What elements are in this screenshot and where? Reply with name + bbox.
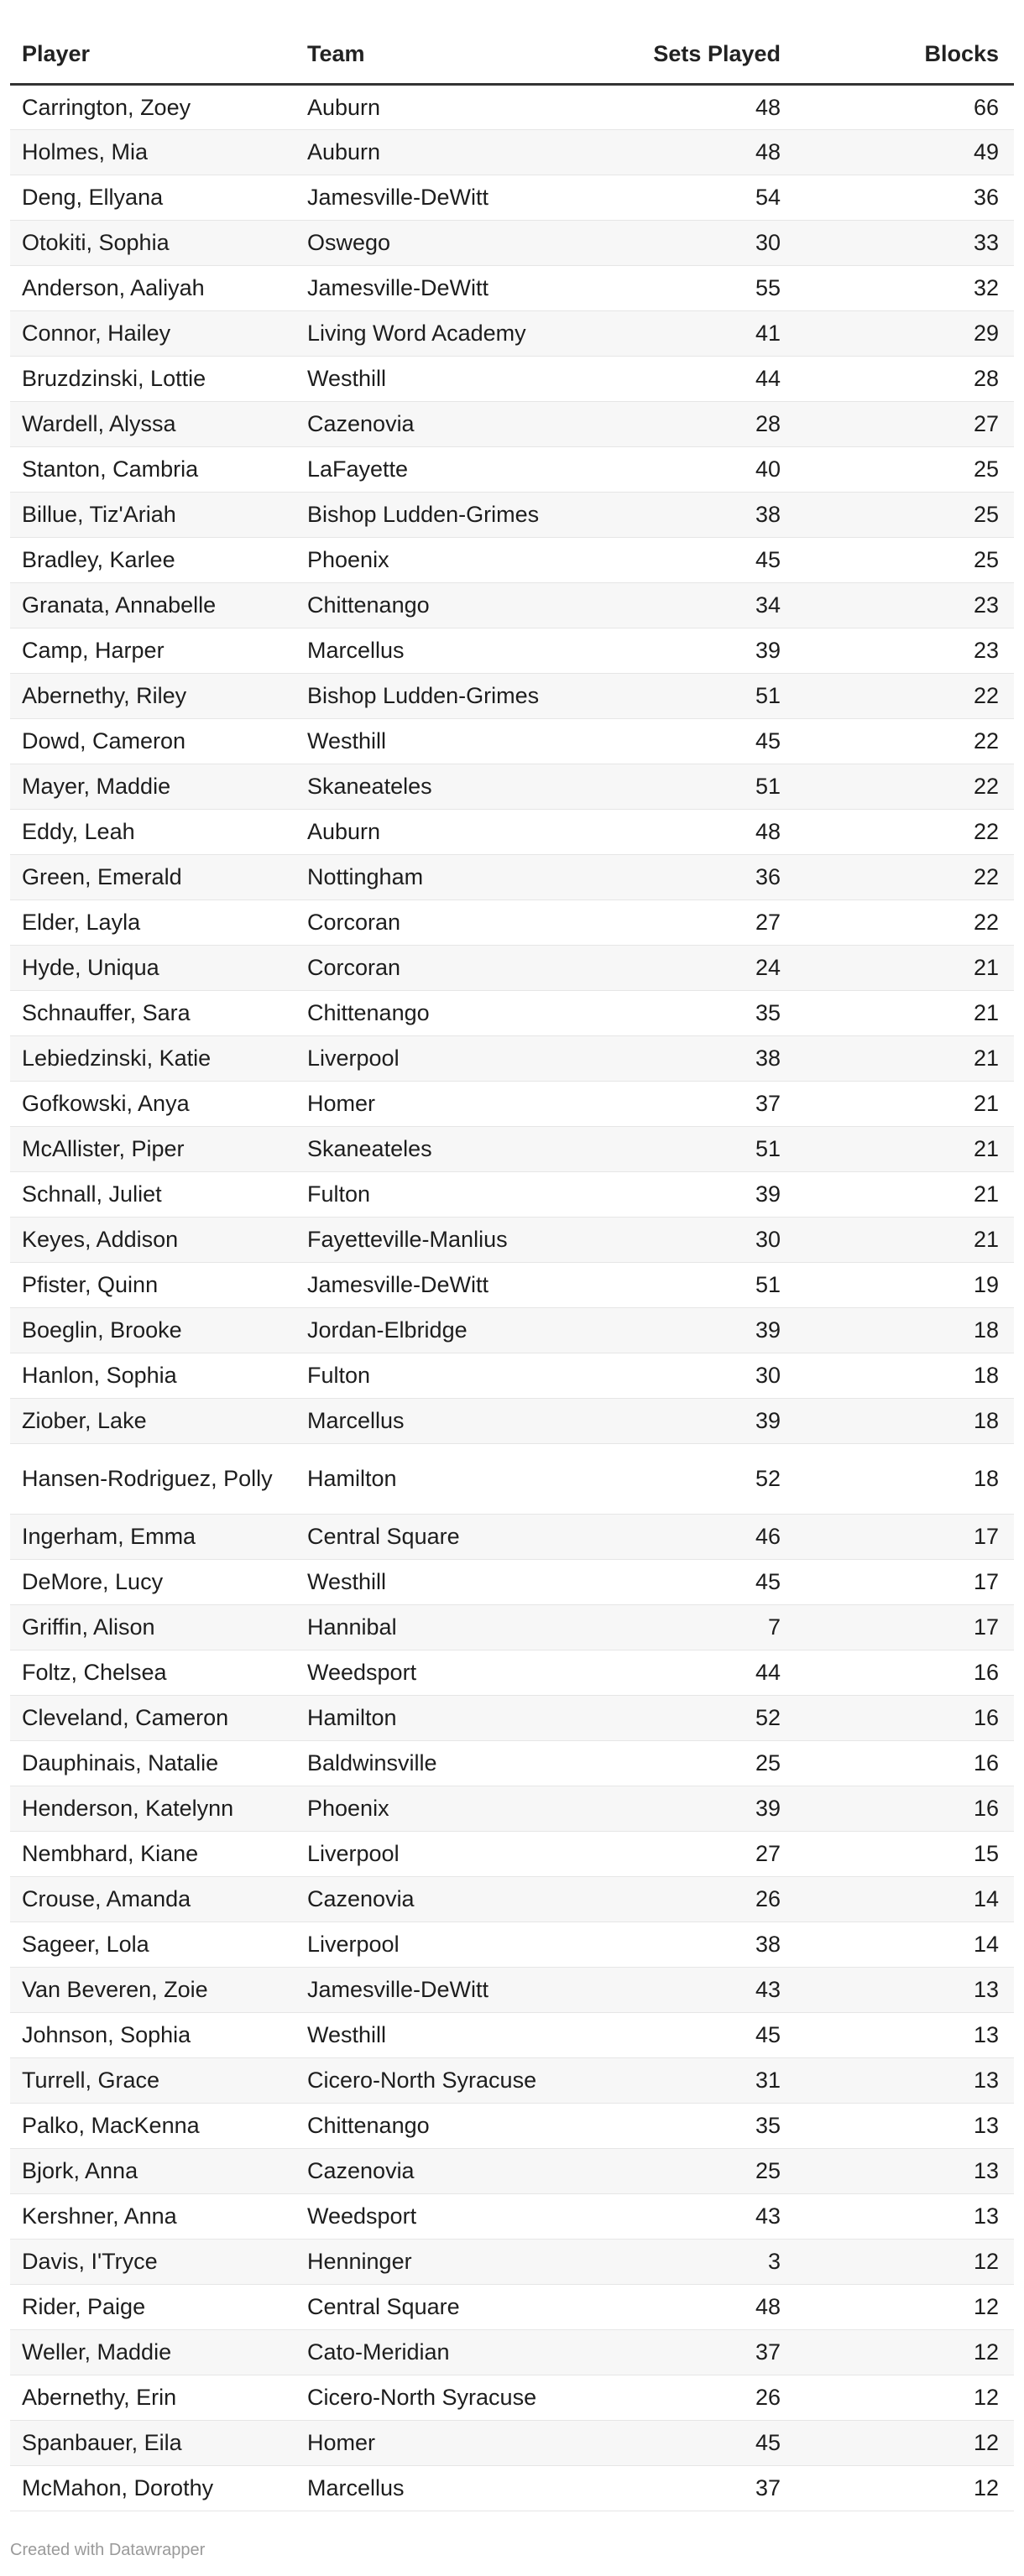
cell-blocks: 12 xyxy=(792,2239,1014,2284)
table-row xyxy=(10,2148,1014,2193)
cell-blocks: 29 xyxy=(792,310,1014,356)
cell-team: Liverpool xyxy=(295,1035,619,1081)
cell-team: Auburn xyxy=(295,84,619,129)
table-row xyxy=(10,945,1014,990)
cell-blocks: 32 xyxy=(792,265,1014,310)
cell-player: Van Beveren, Zoie xyxy=(10,1967,295,2012)
cell-blocks: 22 xyxy=(792,854,1014,900)
table-row xyxy=(10,1307,1014,1353)
table-row xyxy=(10,1443,1014,1514)
cell-team: Cicero-North Syracuse xyxy=(295,2375,619,2420)
cell-blocks: 25 xyxy=(792,446,1014,492)
table-row xyxy=(10,1398,1014,1443)
cell-player: Griffin, Alison xyxy=(10,1604,295,1650)
table-row xyxy=(10,1353,1014,1398)
cell-sets-played: 44 xyxy=(619,356,792,401)
table-row xyxy=(10,2012,1014,2057)
cell-player: Kershner, Anna xyxy=(10,2193,295,2239)
table-row xyxy=(10,537,1014,582)
cell-sets-played: 51 xyxy=(619,673,792,718)
cell-player: Turrell, Grace xyxy=(10,2057,295,2103)
cell-player: Dowd, Cameron xyxy=(10,718,295,764)
cell-team: Corcoran xyxy=(295,900,619,945)
cell-team: Baldwinsville xyxy=(295,1740,619,1786)
cell-blocks: 22 xyxy=(792,900,1014,945)
cell-player: Gofkowski, Anya xyxy=(10,1081,295,1126)
cell-player: Carrington, Zoey xyxy=(10,84,295,129)
cell-sets-played: 30 xyxy=(619,220,792,265)
table-row xyxy=(10,129,1014,175)
cell-sets-played: 37 xyxy=(619,2329,792,2375)
table-row xyxy=(10,1559,1014,1604)
cell-team: Nottingham xyxy=(295,854,619,900)
cell-team: Hannibal xyxy=(295,1604,619,1650)
table-row xyxy=(10,1831,1014,1876)
cell-team: Westhill xyxy=(295,718,619,764)
table-row xyxy=(10,1650,1014,1695)
cell-team: Weedsport xyxy=(295,1650,619,1695)
cell-team: Auburn xyxy=(295,809,619,854)
cell-sets-played: 26 xyxy=(619,1876,792,1922)
cell-team: Central Square xyxy=(295,1514,619,1559)
cell-sets-played: 38 xyxy=(619,1035,792,1081)
cell-team: Hamilton xyxy=(295,1695,619,1740)
cell-player: Bruzdzinski, Lottie xyxy=(10,356,295,401)
cell-team: Skaneateles xyxy=(295,764,619,809)
cell-sets-played: 37 xyxy=(619,2465,792,2511)
cell-player: Wardell, Alyssa xyxy=(10,401,295,446)
column-header-blocks[interactable]: Blocks xyxy=(792,25,1014,84)
cell-blocks: 36 xyxy=(792,175,1014,220)
datawrapper-credit: Created with Datawrapper xyxy=(10,2541,206,2559)
cell-blocks: 17 xyxy=(792,1559,1014,1604)
cell-player: Ziober, Lake xyxy=(10,1398,295,1443)
cell-player: Holmes, Mia xyxy=(10,129,295,175)
table-row xyxy=(10,1740,1014,1786)
cell-sets-played: 46 xyxy=(619,1514,792,1559)
cell-sets-played: 27 xyxy=(619,900,792,945)
table-row xyxy=(10,1171,1014,1217)
cell-player: McMahon, Dorothy xyxy=(10,2465,295,2511)
cell-sets-played: 40 xyxy=(619,446,792,492)
cell-team: Corcoran xyxy=(295,945,619,990)
cell-sets-played: 37 xyxy=(619,1081,792,1126)
cell-team: Skaneateles xyxy=(295,1126,619,1171)
cell-team: Cato-Meridian xyxy=(295,2329,619,2375)
cell-team: Homer xyxy=(295,1081,619,1126)
cell-sets-played: 39 xyxy=(619,1171,792,1217)
cell-team: Fulton xyxy=(295,1353,619,1398)
table-row xyxy=(10,1217,1014,1262)
cell-blocks: 13 xyxy=(792,2012,1014,2057)
cell-blocks: 66 xyxy=(792,84,1014,129)
cell-player: Hanlon, Sophia xyxy=(10,1353,295,1398)
cell-team: Henninger xyxy=(295,2239,619,2284)
header-row xyxy=(10,25,1014,84)
cell-team: Jamesville-DeWitt xyxy=(295,175,619,220)
table-row xyxy=(10,2329,1014,2375)
cell-blocks: 12 xyxy=(792,2375,1014,2420)
cell-player: Pfister, Quinn xyxy=(10,1262,295,1307)
cell-player: Deng, Ellyana xyxy=(10,175,295,220)
cell-sets-played: 39 xyxy=(619,1307,792,1353)
cell-sets-played: 24 xyxy=(619,945,792,990)
cell-blocks: 12 xyxy=(792,2465,1014,2511)
cell-player: Crouse, Amanda xyxy=(10,1876,295,1922)
cell-player: Boeglin, Brooke xyxy=(10,1307,295,1353)
cell-player: Johnson, Sophia xyxy=(10,2012,295,2057)
table-row xyxy=(10,1081,1014,1126)
cell-team: Jamesville-DeWitt xyxy=(295,265,619,310)
cell-blocks: 21 xyxy=(792,945,1014,990)
cell-player: Weller, Maddie xyxy=(10,2329,295,2375)
cell-player: Keyes, Addison xyxy=(10,1217,295,1262)
cell-blocks: 27 xyxy=(792,401,1014,446)
table-row xyxy=(10,492,1014,537)
cell-sets-played: 48 xyxy=(619,129,792,175)
table-row xyxy=(10,2420,1014,2465)
cell-player: Elder, Layla xyxy=(10,900,295,945)
cell-sets-played: 52 xyxy=(619,1695,792,1740)
cell-player: Lebiedzinski, Katie xyxy=(10,1035,295,1081)
table-row xyxy=(10,175,1014,220)
cell-blocks: 12 xyxy=(792,2420,1014,2465)
table-row xyxy=(10,582,1014,628)
blocks-table-container xyxy=(10,25,1014,2511)
cell-player: Nembhard, Kiane xyxy=(10,1831,295,1876)
cell-player: DeMore, Lucy xyxy=(10,1559,295,1604)
cell-team: Cazenovia xyxy=(295,2148,619,2193)
table-row xyxy=(10,310,1014,356)
cell-sets-played: 38 xyxy=(619,492,792,537)
table-row xyxy=(10,265,1014,310)
column-header-team[interactable]: Team xyxy=(295,25,619,84)
table-row xyxy=(10,1876,1014,1922)
cell-sets-played: 30 xyxy=(619,1217,792,1262)
cell-team: Cazenovia xyxy=(295,1876,619,1922)
cell-blocks: 22 xyxy=(792,718,1014,764)
cell-team: LaFayette xyxy=(295,446,619,492)
cell-sets-played: 39 xyxy=(619,628,792,673)
cell-sets-played: 48 xyxy=(619,84,792,129)
cell-team: Central Square xyxy=(295,2284,619,2329)
cell-team: Chittenango xyxy=(295,582,619,628)
cell-sets-played: 39 xyxy=(619,1398,792,1443)
cell-player: McAllister, Piper xyxy=(10,1126,295,1171)
cell-team: Chittenango xyxy=(295,990,619,1035)
cell-team: Jordan-Elbridge xyxy=(295,1307,619,1353)
table-row xyxy=(10,990,1014,1035)
cell-player: Sageer, Lola xyxy=(10,1922,295,1967)
cell-player: Abernethy, Riley xyxy=(10,673,295,718)
cell-team: Fayetteville-Manlius xyxy=(295,1217,619,1262)
table-row xyxy=(10,356,1014,401)
cell-team: Bishop Ludden-Grimes xyxy=(295,673,619,718)
cell-blocks: 22 xyxy=(792,673,1014,718)
cell-blocks: 23 xyxy=(792,582,1014,628)
cell-team: Westhill xyxy=(295,356,619,401)
cell-sets-played: 3 xyxy=(619,2239,792,2284)
cell-player: Eddy, Leah xyxy=(10,809,295,854)
table-row xyxy=(10,401,1014,446)
table-header xyxy=(10,25,1014,84)
cell-team: Homer xyxy=(295,2420,619,2465)
table-row xyxy=(10,1262,1014,1307)
cell-team: Cicero-North Syracuse xyxy=(295,2057,619,2103)
cell-team: Jamesville-DeWitt xyxy=(295,1967,619,2012)
cell-blocks: 25 xyxy=(792,492,1014,537)
cell-player: Rider, Paige xyxy=(10,2284,295,2329)
cell-blocks: 16 xyxy=(792,1695,1014,1740)
cell-sets-played: 43 xyxy=(619,1967,792,2012)
cell-blocks: 22 xyxy=(792,764,1014,809)
cell-player: Otokiti, Sophia xyxy=(10,220,295,265)
cell-sets-played: 55 xyxy=(619,265,792,310)
table-row xyxy=(10,718,1014,764)
table-row xyxy=(10,2465,1014,2511)
cell-sets-played: 25 xyxy=(619,2148,792,2193)
table-row xyxy=(10,1786,1014,1831)
cell-sets-played: 48 xyxy=(619,809,792,854)
table-row xyxy=(10,628,1014,673)
table-row xyxy=(10,84,1014,129)
cell-team: Auburn xyxy=(295,129,619,175)
cell-player: Cleveland, Cameron xyxy=(10,1695,295,1740)
column-header-sets-played[interactable]: Sets Played xyxy=(619,25,792,84)
table-row xyxy=(10,1035,1014,1081)
table-row xyxy=(10,446,1014,492)
cell-sets-played: 54 xyxy=(619,175,792,220)
cell-blocks: 22 xyxy=(792,809,1014,854)
cell-blocks: 21 xyxy=(792,990,1014,1035)
cell-sets-played: 30 xyxy=(619,1353,792,1398)
cell-sets-played: 48 xyxy=(619,2284,792,2329)
cell-sets-played: 27 xyxy=(619,1831,792,1876)
table-body xyxy=(10,84,1014,2511)
cell-player: Davis, I'Tryce xyxy=(10,2239,295,2284)
cell-sets-played: 7 xyxy=(619,1604,792,1650)
cell-player: Foltz, Chelsea xyxy=(10,1650,295,1695)
table-row xyxy=(10,2193,1014,2239)
cell-blocks: 25 xyxy=(792,537,1014,582)
cell-team: Liverpool xyxy=(295,1922,619,1967)
cell-blocks: 13 xyxy=(792,2057,1014,2103)
cell-sets-played: 45 xyxy=(619,537,792,582)
cell-sets-played: 51 xyxy=(619,1126,792,1171)
cell-sets-played: 45 xyxy=(619,718,792,764)
cell-blocks: 13 xyxy=(792,1967,1014,2012)
cell-blocks: 18 xyxy=(792,1307,1014,1353)
column-header-player[interactable]: Player xyxy=(10,25,295,84)
cell-team: Cazenovia xyxy=(295,401,619,446)
table-row xyxy=(10,2057,1014,2103)
cell-blocks: 13 xyxy=(792,2148,1014,2193)
table-row xyxy=(10,1922,1014,1967)
cell-sets-played: 38 xyxy=(619,1922,792,1967)
cell-team: Westhill xyxy=(295,1559,619,1604)
cell-blocks: 33 xyxy=(792,220,1014,265)
cell-sets-played: 45 xyxy=(619,2420,792,2465)
cell-sets-played: 52 xyxy=(619,1443,792,1514)
cell-team: Marcellus xyxy=(295,2465,619,2511)
table-row xyxy=(10,809,1014,854)
cell-blocks: 14 xyxy=(792,1876,1014,1922)
cell-sets-played: 51 xyxy=(619,764,792,809)
table-row xyxy=(10,220,1014,265)
cell-player: Granata, Annabelle xyxy=(10,582,295,628)
cell-player: Anderson, Aaliyah xyxy=(10,265,295,310)
cell-blocks: 18 xyxy=(792,1398,1014,1443)
cell-sets-played: 45 xyxy=(619,2012,792,2057)
cell-player: Dauphinais, Natalie xyxy=(10,1740,295,1786)
cell-player: Bradley, Karlee xyxy=(10,537,295,582)
cell-blocks: 14 xyxy=(792,1922,1014,1967)
cell-blocks: 12 xyxy=(792,2329,1014,2375)
table-row xyxy=(10,2103,1014,2148)
cell-player: Schnauffer, Sara xyxy=(10,990,295,1035)
cell-sets-played: 26 xyxy=(619,2375,792,2420)
cell-sets-played: 41 xyxy=(619,310,792,356)
cell-player: Abernethy, Erin xyxy=(10,2375,295,2420)
cell-team: Weedsport xyxy=(295,2193,619,2239)
cell-blocks: 17 xyxy=(792,1604,1014,1650)
cell-player: Camp, Harper xyxy=(10,628,295,673)
cell-player: Stanton, Cambria xyxy=(10,446,295,492)
cell-team: Living Word Academy xyxy=(295,310,619,356)
table-row xyxy=(10,900,1014,945)
cell-team: Jamesville-DeWitt xyxy=(295,1262,619,1307)
table-row xyxy=(10,2375,1014,2420)
table-row xyxy=(10,673,1014,718)
cell-blocks: 21 xyxy=(792,1035,1014,1081)
cell-sets-played: 35 xyxy=(619,2103,792,2148)
cell-sets-played: 31 xyxy=(619,2057,792,2103)
cell-sets-played: 51 xyxy=(619,1262,792,1307)
cell-player: Ingerham, Emma xyxy=(10,1514,295,1559)
table-row xyxy=(10,1967,1014,2012)
table-row xyxy=(10,1126,1014,1171)
table-row xyxy=(10,2284,1014,2329)
blocks-table xyxy=(10,25,1014,2511)
cell-sets-played: 25 xyxy=(619,1740,792,1786)
cell-blocks: 21 xyxy=(792,1171,1014,1217)
table-row xyxy=(10,1604,1014,1650)
cell-player: Palko, MacKenna xyxy=(10,2103,295,2148)
cell-player: Spanbauer, Eila xyxy=(10,2420,295,2465)
cell-blocks: 17 xyxy=(792,1514,1014,1559)
cell-blocks: 12 xyxy=(792,2284,1014,2329)
cell-player: Green, Emerald xyxy=(10,854,295,900)
cell-blocks: 49 xyxy=(792,129,1014,175)
cell-blocks: 13 xyxy=(792,2103,1014,2148)
cell-blocks: 13 xyxy=(792,2193,1014,2239)
cell-blocks: 18 xyxy=(792,1443,1014,1514)
cell-blocks: 28 xyxy=(792,356,1014,401)
table-row xyxy=(10,764,1014,809)
cell-team: Marcellus xyxy=(295,1398,619,1443)
cell-player: Hyde, Uniqua xyxy=(10,945,295,990)
cell-blocks: 16 xyxy=(792,1740,1014,1786)
cell-blocks: 18 xyxy=(792,1353,1014,1398)
table-row xyxy=(10,854,1014,900)
cell-blocks: 23 xyxy=(792,628,1014,673)
cell-player: Henderson, Katelynn xyxy=(10,1786,295,1831)
cell-blocks: 21 xyxy=(792,1217,1014,1262)
cell-blocks: 15 xyxy=(792,1831,1014,1876)
cell-sets-played: 44 xyxy=(619,1650,792,1695)
cell-sets-played: 39 xyxy=(619,1786,792,1831)
cell-team: Phoenix xyxy=(295,1786,619,1831)
cell-blocks: 16 xyxy=(792,1786,1014,1831)
cell-blocks: 21 xyxy=(792,1081,1014,1126)
cell-team: Hamilton xyxy=(295,1443,619,1514)
cell-team: Westhill xyxy=(295,2012,619,2057)
cell-team: Fulton xyxy=(295,1171,619,1217)
cell-team: Marcellus xyxy=(295,628,619,673)
cell-blocks: 16 xyxy=(792,1650,1014,1695)
cell-blocks: 21 xyxy=(792,1126,1014,1171)
cell-blocks: 19 xyxy=(792,1262,1014,1307)
table-row xyxy=(10,2239,1014,2284)
table-row xyxy=(10,1695,1014,1740)
table-row xyxy=(10,1514,1014,1559)
cell-player: Bjork, Anna xyxy=(10,2148,295,2193)
cell-player: Billue, Tiz'Ariah xyxy=(10,492,295,537)
cell-team: Liverpool xyxy=(295,1831,619,1876)
cell-team: Bishop Ludden-Grimes xyxy=(295,492,619,537)
cell-sets-played: 28 xyxy=(619,401,792,446)
cell-team: Phoenix xyxy=(295,537,619,582)
cell-player: Hansen-Rodriguez, Polly xyxy=(10,1443,295,1514)
cell-sets-played: 34 xyxy=(619,582,792,628)
cell-team: Oswego xyxy=(295,220,619,265)
cell-team: Chittenango xyxy=(295,2103,619,2148)
cell-sets-played: 43 xyxy=(619,2193,792,2239)
cell-player: Connor, Hailey xyxy=(10,310,295,356)
cell-sets-played: 36 xyxy=(619,854,792,900)
cell-player: Mayer, Maddie xyxy=(10,764,295,809)
cell-sets-played: 45 xyxy=(619,1559,792,1604)
cell-sets-played: 35 xyxy=(619,990,792,1035)
cell-player: Schnall, Juliet xyxy=(10,1171,295,1217)
